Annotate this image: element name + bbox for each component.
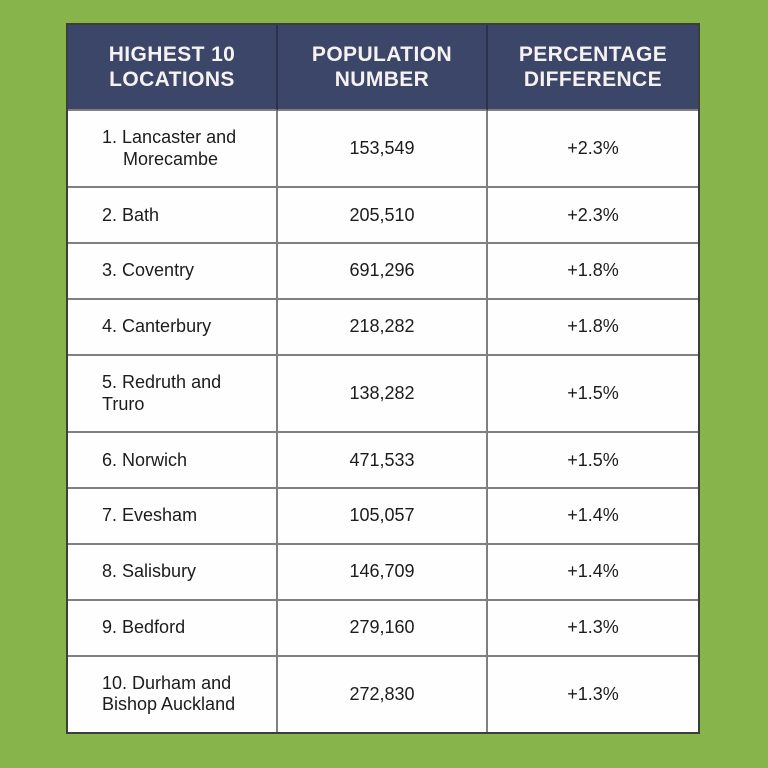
difference-cell: +2.3% <box>488 188 698 244</box>
location-cell <box>68 244 278 300</box>
location-label <box>102 505 197 526</box>
population-cell: 138,282 <box>278 356 488 433</box>
location-label <box>102 205 159 226</box>
table-row <box>68 244 698 300</box>
rank-number: 2. <box>102 204 118 225</box>
table-row <box>68 188 698 244</box>
population-cell: 279,160 <box>278 601 488 657</box>
location-name: Coventry <box>122 260 195 281</box>
location-label <box>102 127 266 169</box>
location-label <box>102 561 196 582</box>
location-name: Salisbury <box>122 561 197 582</box>
population-cell: 272,830 <box>278 657 488 732</box>
difference-cell: +1.5% <box>488 356 698 433</box>
difference-cell: +1.4% <box>488 545 698 601</box>
population-cell: 691,296 <box>278 244 488 300</box>
table-row <box>68 601 698 657</box>
table-row <box>68 489 698 545</box>
location-cell <box>68 601 278 657</box>
location-name: Norwich <box>122 449 188 470</box>
location-cell <box>68 545 278 601</box>
rank-number: 7. <box>102 505 118 526</box>
location-label <box>102 260 194 281</box>
difference-cell: +1.5% <box>488 433 698 489</box>
location-label <box>102 617 185 638</box>
table-row <box>68 657 698 732</box>
location-name: Durham and Bishop Auckland <box>102 673 236 715</box>
table-header-row <box>68 25 698 111</box>
location-name: Bath <box>122 204 160 225</box>
location-cell <box>68 188 278 244</box>
difference-cell: +1.8% <box>488 300 698 356</box>
location-label <box>102 316 211 337</box>
rank-number: 4. <box>102 316 118 337</box>
rank-number: 1. <box>102 127 118 148</box>
population-cell: 218,282 <box>278 300 488 356</box>
location-label <box>102 673 266 715</box>
header-cell-percentage: PERCENTAGE DIFFERENCE <box>488 25 698 111</box>
table-row <box>68 356 698 433</box>
rank-number: 9. <box>102 617 118 638</box>
location-name: Bedford <box>122 617 186 638</box>
header-cell-population: POPULATION NUMBER <box>278 25 488 111</box>
location-name: Canterbury <box>122 316 212 337</box>
table-row <box>68 433 698 489</box>
rank-number: 10. <box>102 673 128 694</box>
location-cell <box>68 300 278 356</box>
location-cell <box>68 111 278 188</box>
location-name: Evesham <box>122 505 198 526</box>
rank-number: 6. <box>102 449 118 470</box>
population-table <box>66 23 700 734</box>
rank-number: 3. <box>102 260 118 281</box>
location-cell <box>68 433 278 489</box>
table-row <box>68 545 698 601</box>
header-cell-locations: HIGHEST 10 LOCATIONS <box>68 25 278 111</box>
location-label <box>102 372 266 414</box>
location-cell <box>68 356 278 433</box>
rank-number: 5. <box>102 372 118 393</box>
table-row <box>68 300 698 356</box>
location-cell <box>68 657 278 732</box>
difference-cell: +1.3% <box>488 601 698 657</box>
population-cell: 105,057 <box>278 489 488 545</box>
table-body <box>68 111 698 732</box>
population-cell: 146,709 <box>278 545 488 601</box>
difference-cell: +2.3% <box>488 111 698 188</box>
location-label <box>102 450 187 471</box>
population-cell: 205,510 <box>278 188 488 244</box>
table-row <box>68 111 698 188</box>
difference-cell: +1.8% <box>488 244 698 300</box>
location-name: Lancaster and Morecambe <box>122 127 237 169</box>
population-cell: 471,533 <box>278 433 488 489</box>
difference-cell: +1.4% <box>488 489 698 545</box>
rank-number: 8. <box>102 561 118 582</box>
population-cell: 153,549 <box>278 111 488 188</box>
difference-cell: +1.3% <box>567 683 619 704</box>
location-cell <box>68 489 278 545</box>
location-name: Redruth and Truro <box>102 372 222 414</box>
